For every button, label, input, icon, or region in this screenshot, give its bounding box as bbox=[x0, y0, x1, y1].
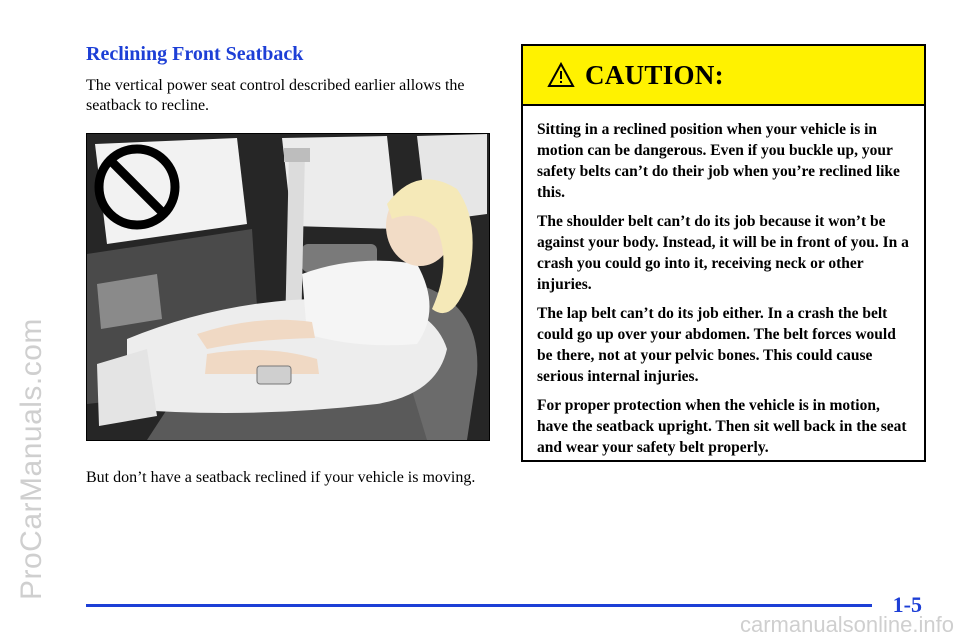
footer-rule bbox=[86, 604, 872, 607]
caution-body bbox=[523, 106, 924, 458]
section-title: Reclining Front Seatback bbox=[86, 43, 304, 65]
caution-title: CAUTION: bbox=[585, 59, 724, 90]
moving-vehicle-note: But don’t have a seatback reclined if your vehicle is moving. bbox=[86, 469, 476, 486]
caution-box bbox=[521, 44, 926, 462]
bottom-watermark: carmanualsonline.info bbox=[739, 612, 954, 637]
warning-triangle-icon bbox=[547, 62, 575, 88]
side-watermark: ProCarManuals.com bbox=[15, 318, 48, 600]
page-number: 1-5 bbox=[892, 592, 922, 617]
left-column bbox=[86, 40, 490, 116]
caution-header bbox=[523, 46, 924, 106]
caution-paragraph-3: The lap belt can’t do its job either. In a crash the belt could go up over your abdomen. The belt forces would be there, not at your pelvic bones. This could cause serious internal injuries. bbox=[537, 305, 896, 385]
intro-paragraph: The vertical power seat control described earlier allows the seatback to recline. bbox=[86, 77, 465, 114]
caution-paragraph-4: For proper protection when the vehicle is in motion, have the seatback upright. Then sit well back in the seat and wear your safety belt properly. bbox=[537, 397, 907, 456]
caution-paragraph-2: The shoulder belt can’t do its job because it won’t be against your body. Instead, it will be in front of you. In a crash you could go into it, receiving neck or other injuries. bbox=[537, 213, 909, 293]
reclined-seat-illustration bbox=[86, 133, 490, 441]
illustration-drawing bbox=[87, 134, 489, 440]
caution-paragraph-1: Sitting in a reclined position when your vehicle is in motion can be dangerous. Even if you buckle up, your safety belts can’t do their job when you’re reclined like this. bbox=[537, 121, 900, 201]
